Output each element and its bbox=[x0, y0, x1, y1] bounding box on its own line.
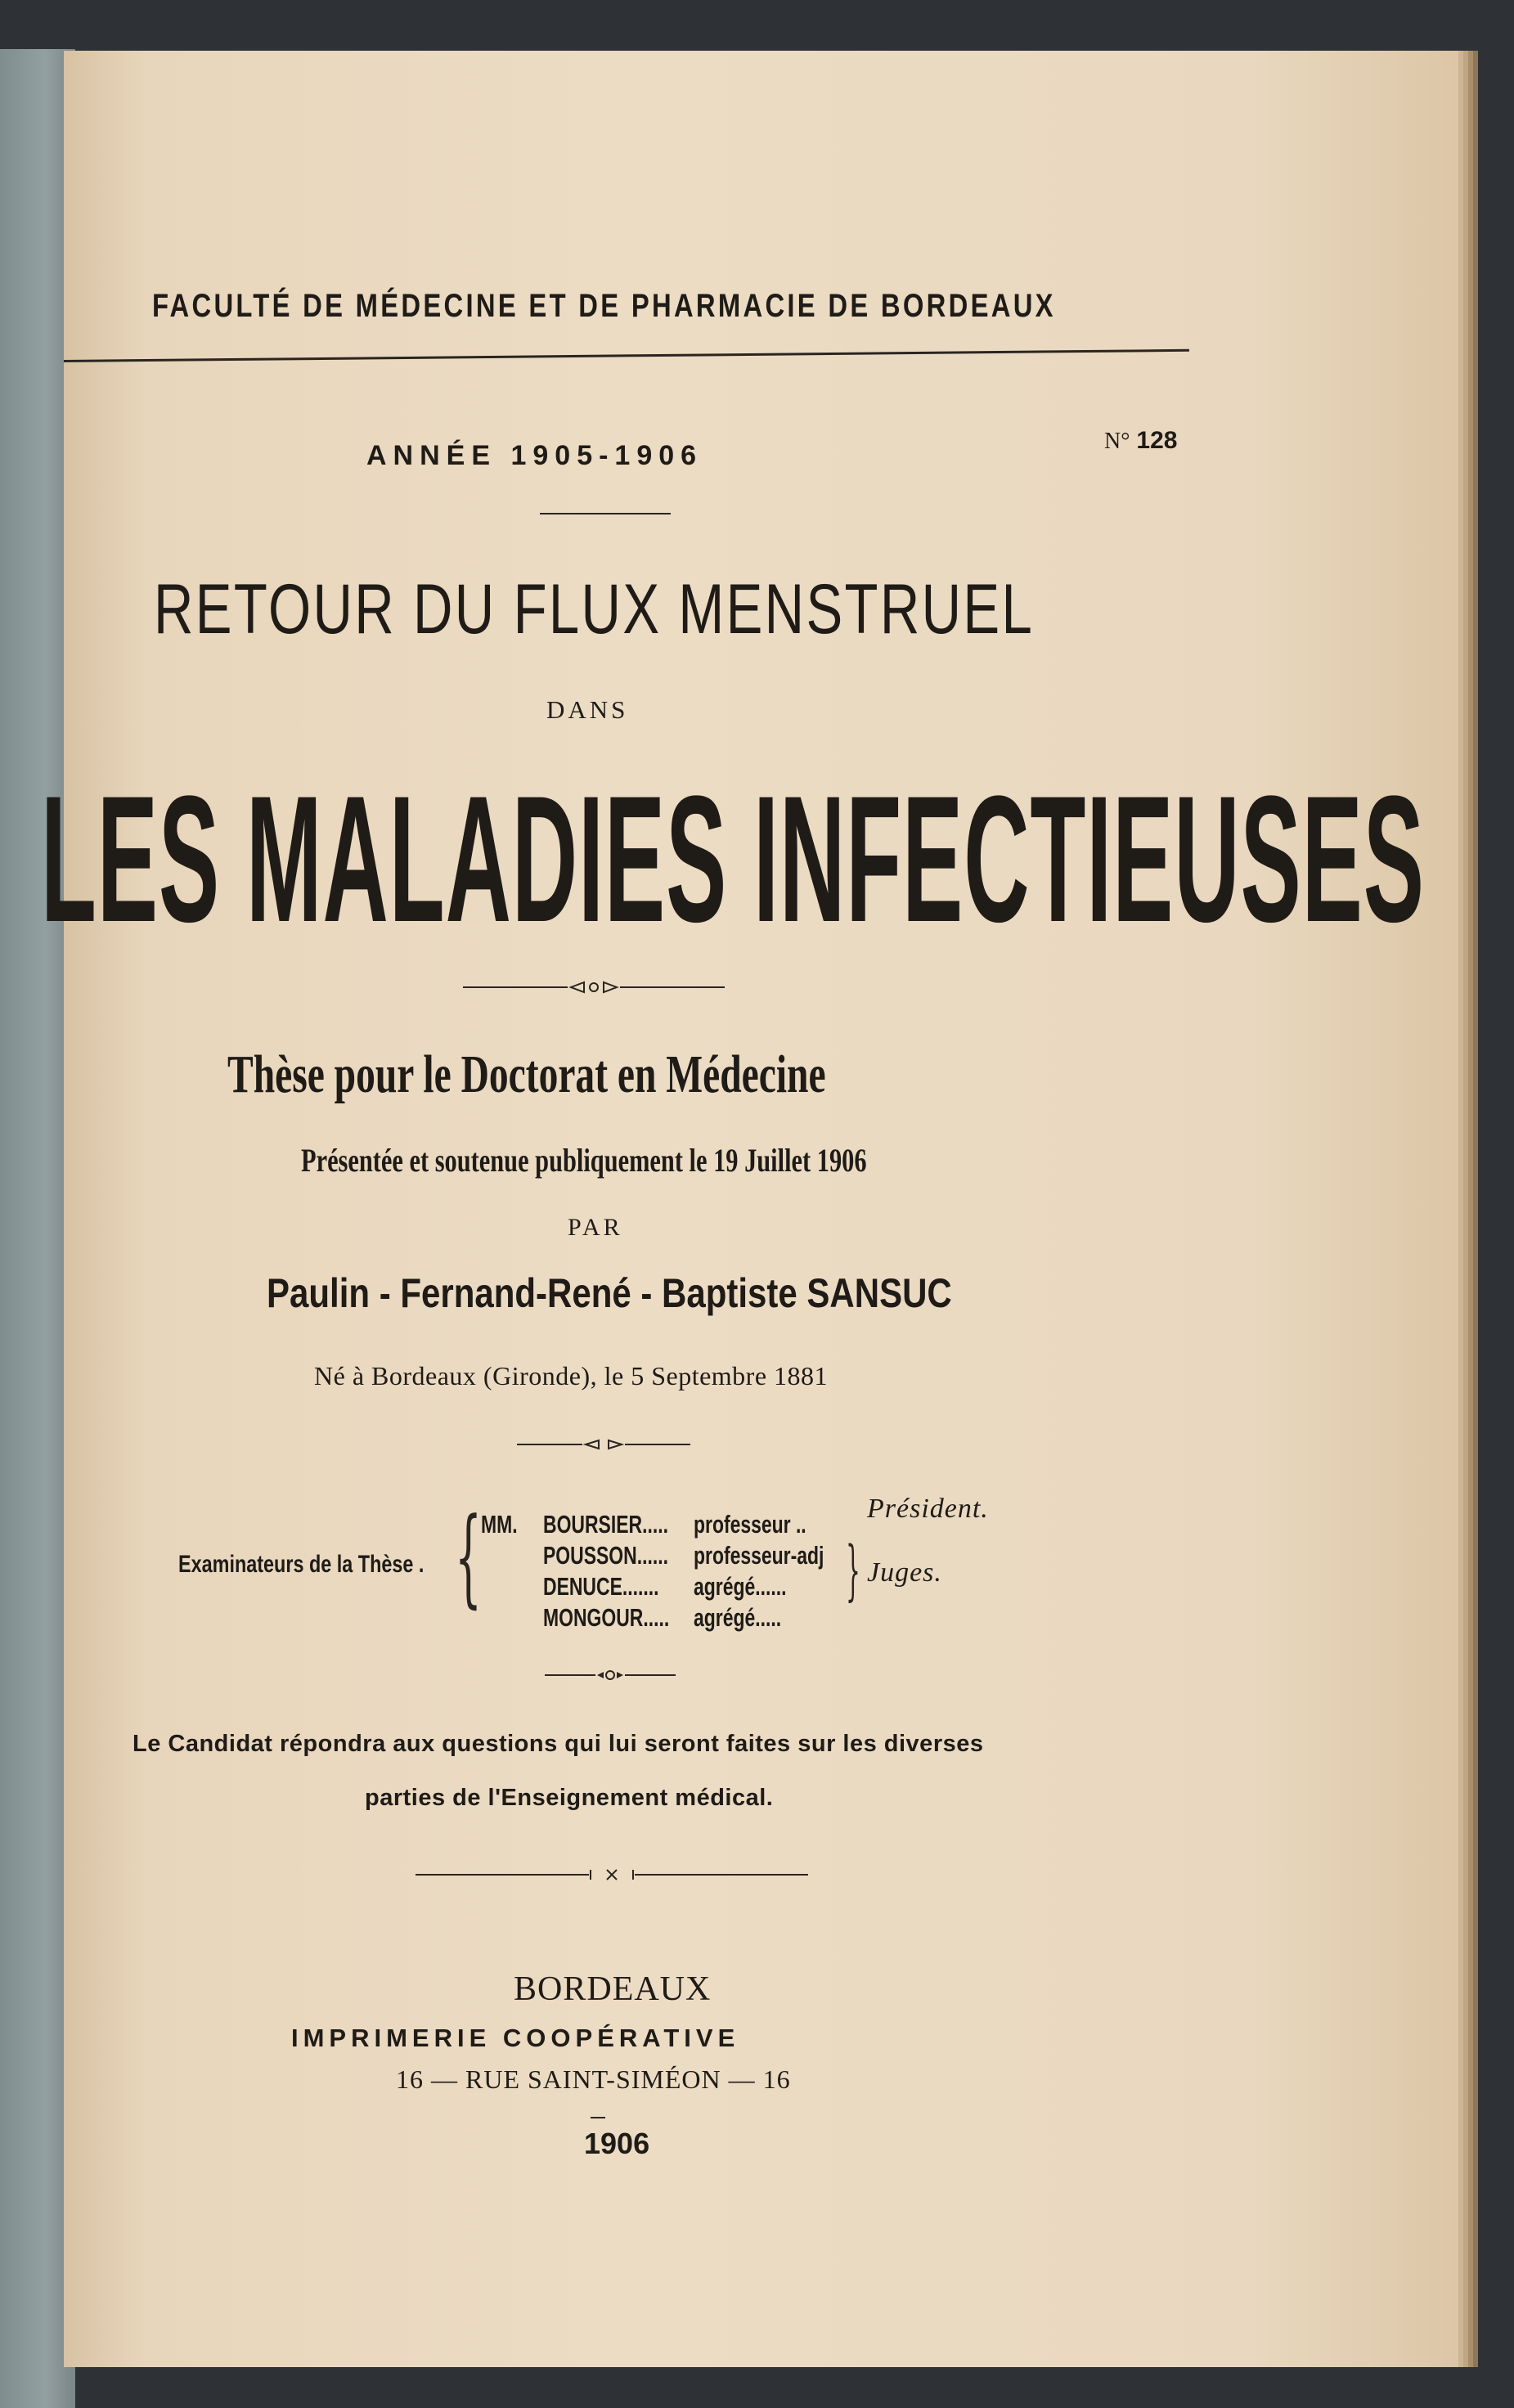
ornament-divider-3 bbox=[545, 1667, 676, 1688]
jury-rank-4: agrégé..... bbox=[694, 1603, 782, 1632]
presentation-date: Présentée et soutenue publiquement le 19 Juillet 1906 bbox=[301, 1142, 867, 1179]
role-president: Président. bbox=[867, 1494, 989, 1524]
academic-year: ANNÉE 1905-1906 bbox=[366, 440, 703, 471]
right-brace-icon: } bbox=[846, 1532, 860, 1608]
ornament-svg-4 bbox=[416, 1867, 808, 1883]
title-page bbox=[64, 51, 1458, 2367]
ornament-divider-2 bbox=[517, 1436, 690, 1458]
jury-name-3: DENUCE....... bbox=[543, 1572, 659, 1601]
short-divider bbox=[540, 513, 671, 514]
jury-name-1: BOURSIER..... bbox=[543, 1510, 668, 1539]
thesis-number-value: 128 bbox=[1136, 427, 1178, 454]
imprint-city: BORDEAUX bbox=[514, 1970, 712, 2008]
by-label: PAR bbox=[568, 1214, 623, 1241]
jury-name-2: POUSSON...... bbox=[543, 1541, 668, 1570]
ornament-divider-4 bbox=[416, 1867, 808, 1888]
imprint-year: 1906 bbox=[584, 2127, 650, 2160]
ornament-svg-2 bbox=[517, 1436, 690, 1453]
notice-line-2: parties de l'Enseignement médical. bbox=[365, 1785, 774, 1811]
author-name: Paulin - Fernand-René - Baptiste SANSUC bbox=[267, 1270, 952, 1316]
thesis-number-prefix: N° bbox=[1104, 429, 1130, 454]
imprint-address: 16 — RUE SAINT-SIMÉON — 16 bbox=[396, 2064, 791, 2094]
thesis-type: Thèse pour le Doctorat en Médecine bbox=[227, 1045, 826, 1104]
jury-names bbox=[543, 1509, 669, 1633]
faculty-heading: FACULTÉ DE MÉDECINE ET DE PHARMACIE DE BORDEAUX bbox=[152, 288, 1056, 324]
jury-honorific: MM. bbox=[481, 1510, 518, 1539]
jury-ranks bbox=[694, 1509, 824, 1633]
year-divider bbox=[591, 2117, 605, 2118]
title-connector: DANS bbox=[546, 695, 629, 724]
main-title: LES MALADIES INFECTIEUSES bbox=[41, 758, 1425, 959]
author-birth: Né à Bordeaux (Gironde), le 5 Septembre 1881 bbox=[314, 1361, 829, 1390]
thesis-number bbox=[1104, 427, 1177, 455]
imprint-printer: IMPRIMERIE COOPÉRATIVE bbox=[291, 2024, 740, 2052]
role-juges: Juges. bbox=[867, 1557, 942, 1588]
jury-rank-1: professeur .. bbox=[694, 1510, 806, 1539]
title-line-1: RETOUR DU FLUX MENSTRUEL bbox=[154, 570, 1035, 649]
ornament-svg-3 bbox=[545, 1667, 676, 1683]
jury-rank-3: agrégé...... bbox=[694, 1572, 787, 1601]
jury-rank-2: professeur-adj bbox=[694, 1541, 824, 1570]
ornament-divider-1 bbox=[463, 977, 725, 1003]
ornament-svg-1 bbox=[463, 977, 725, 998]
jury-name-4: MONGOUR..... bbox=[543, 1603, 670, 1632]
notice-line-1: Le Candidat répondra aux questions qui lui seront faites sur les diverses bbox=[133, 1731, 984, 1757]
left-brace-icon: { bbox=[455, 1494, 483, 1619]
examiners-label: Examinateurs de la Thèse . bbox=[178, 1551, 425, 1578]
